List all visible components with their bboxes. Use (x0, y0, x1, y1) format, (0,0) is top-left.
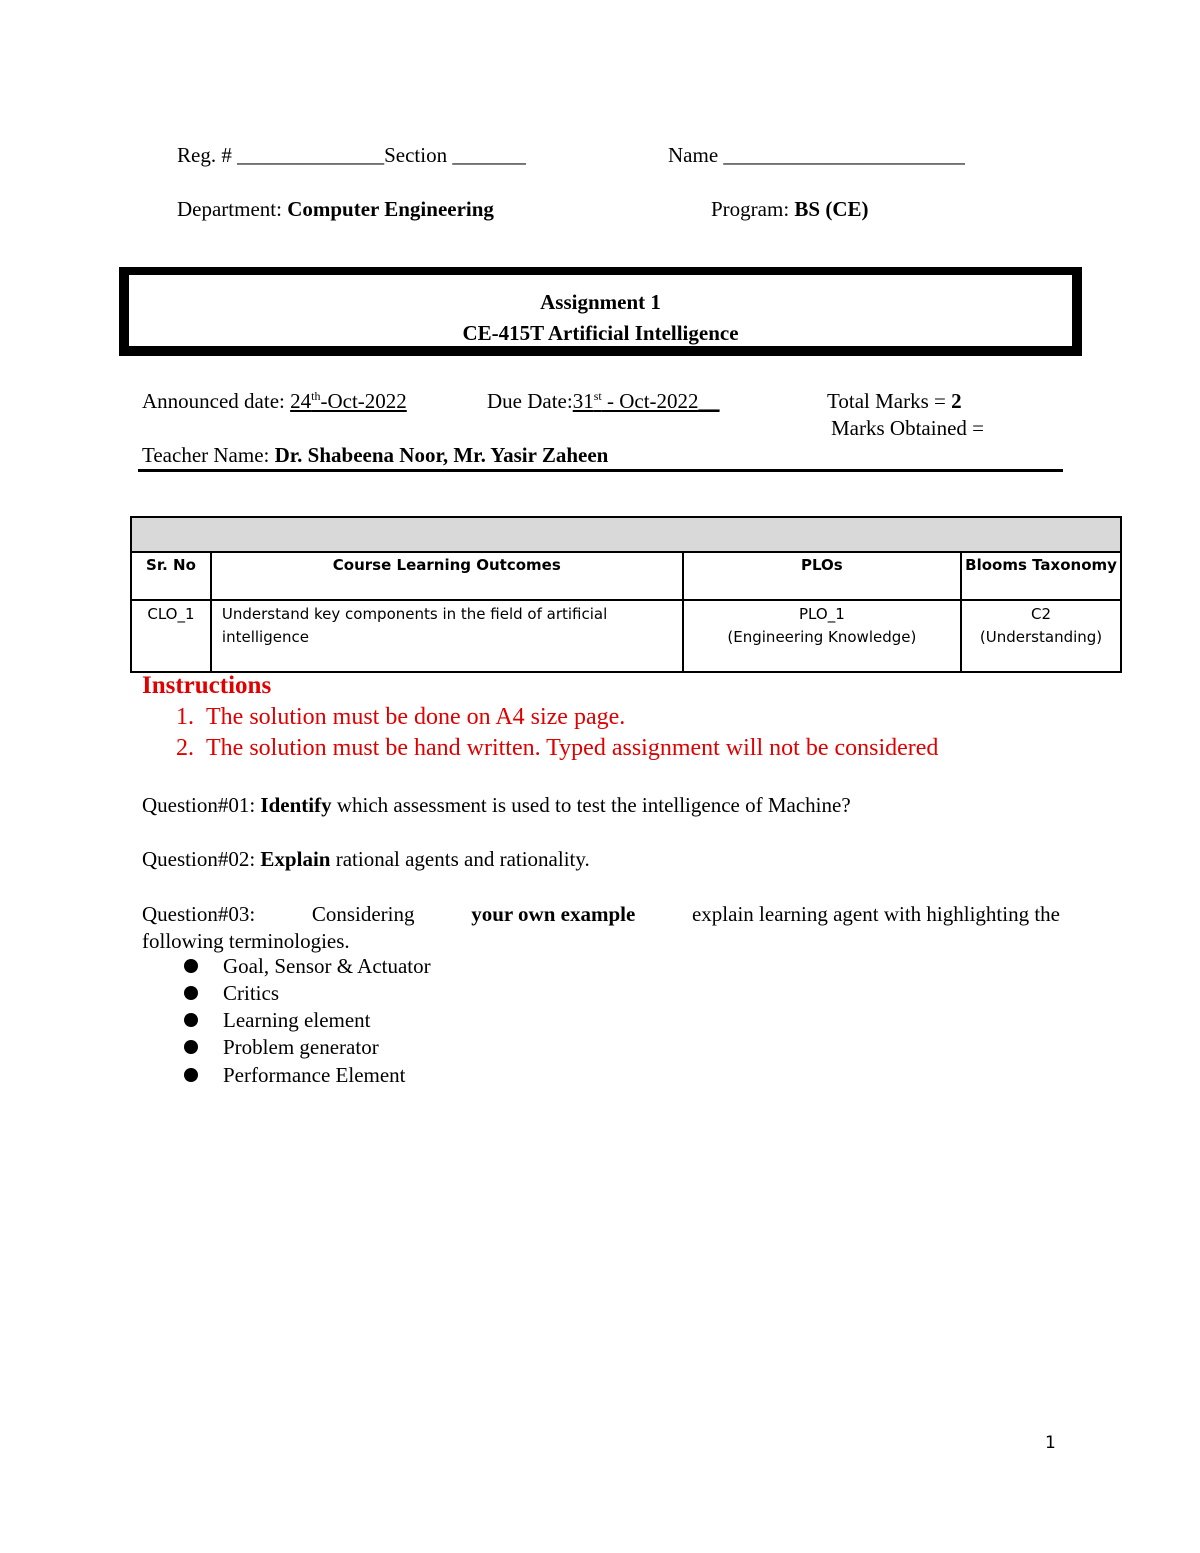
teacher-line (142, 443, 608, 468)
department-line (177, 197, 494, 222)
due-label: Due Date: (487, 389, 573, 413)
question-3-label: Question#03: (142, 902, 256, 926)
question-3-emphasis: your own example (471, 902, 636, 926)
question-3-text: explain learning agent with highlighting the (691, 902, 1060, 926)
divider-line (138, 469, 1063, 472)
instruction-num-1: 1. (176, 704, 194, 730)
due-day: 31 (572, 389, 594, 413)
clo-table (130, 516, 1122, 673)
question-2 (142, 847, 590, 872)
bullet-icon (184, 1013, 198, 1027)
question-2-label: Question#02: (142, 847, 256, 871)
section-label: Section (384, 143, 448, 167)
instruction-text-1: The solution must be done on A4 size page. (206, 704, 626, 730)
marks-obtained: Marks Obtained = (831, 416, 984, 440)
page-number: 1 (1045, 1433, 1056, 1453)
instruction-item-1 (176, 704, 625, 731)
header-sr-no: Sr. No (131, 552, 211, 600)
due-sup: st (593, 389, 602, 403)
announced-date (142, 389, 407, 414)
bullet-icon (184, 986, 198, 1000)
due-value (573, 389, 720, 413)
department-label: Department: (177, 197, 282, 221)
header-plos: PLOs (683, 552, 961, 600)
cell-outcome: Understand key components in the field of artificial intelligence (211, 600, 683, 672)
bullet-icon (184, 1068, 198, 1082)
course-title: CE-415T Artificial Intelligence (462, 321, 739, 345)
program-label: Program: (711, 197, 790, 221)
question-1-text: which assessment is used to test the intelligence of Machine? (336, 793, 851, 817)
question-3 (142, 902, 1060, 927)
reg-line (177, 143, 526, 168)
teacher-label: Teacher Name: (142, 443, 270, 467)
section-blank: _______ (452, 143, 526, 167)
announced-sup: th (311, 389, 321, 403)
total-value: 2 (951, 389, 962, 413)
table-header-row (131, 552, 1121, 600)
reg-label: Reg. # (177, 143, 232, 167)
cell-bloom (961, 600, 1121, 672)
total-label: Total Marks = (827, 389, 946, 413)
name-label: Name (668, 143, 719, 167)
question-3-pre: Considering (311, 902, 415, 926)
question-1-label: Question#01: (142, 793, 256, 817)
plo-code: PLO_1 (799, 605, 845, 623)
bullet-icon (184, 959, 198, 973)
question-3-line2: following terminologies. (142, 929, 350, 953)
total-marks (827, 389, 962, 414)
term-item-2: Critics (223, 981, 279, 1005)
teacher-value: Dr. Shabeena Noor, Mr. Yasir Zaheen (274, 443, 609, 467)
announced-label: Announced date: (142, 389, 285, 413)
assignment-title-box (119, 267, 1082, 356)
announced-day: 24 (290, 389, 312, 413)
term-item-3: Learning element (223, 1008, 371, 1032)
bullet-icon (184, 1040, 198, 1054)
term-item-5: Performance Element (223, 1063, 406, 1087)
table-row (131, 600, 1121, 672)
question-1 (142, 793, 851, 818)
term-item-1: Goal, Sensor & Actuator (223, 954, 431, 978)
instruction-item-2 (176, 735, 938, 762)
shaded-cell (131, 517, 1121, 552)
department-value: Computer Engineering (287, 197, 494, 221)
announced-rest: -Oct-2022 (320, 389, 407, 413)
table-shaded-header (131, 517, 1121, 552)
bloom-code: C2 (1031, 605, 1052, 623)
term-item-4: Problem generator (223, 1035, 379, 1059)
plo-desc: (Engineering Knowledge) (727, 628, 917, 646)
due-trail: __ (698, 389, 720, 413)
cell-sr: CLO_1 (131, 600, 211, 672)
due-date (487, 389, 720, 414)
header-blooms: Blooms Taxonomy (961, 552, 1121, 600)
bloom-desc: (Understanding) (979, 628, 1103, 646)
instructions-heading: Instructions (142, 672, 272, 699)
name-line (668, 143, 965, 168)
cell-plo (683, 600, 961, 672)
question-2-text: rational agents and rationality. (335, 847, 590, 871)
header-clo: Course Learning Outcomes (211, 552, 683, 600)
instruction-num-2: 2. (176, 735, 194, 761)
program-value: BS (CE) (794, 197, 869, 221)
question-1-verb: Identify (260, 793, 332, 817)
due-rest: - Oct-2022 (601, 389, 699, 413)
name-blank: _______________________ (723, 143, 965, 167)
announced-value (290, 389, 407, 413)
program-line (711, 197, 869, 222)
assignment-title: Assignment 1 (540, 290, 661, 314)
reg-blank: ______________ (237, 143, 385, 167)
question-2-verb: Explain (260, 847, 331, 871)
instruction-text-2: The solution must be hand written. Typed assignment will not be considered (206, 735, 939, 761)
